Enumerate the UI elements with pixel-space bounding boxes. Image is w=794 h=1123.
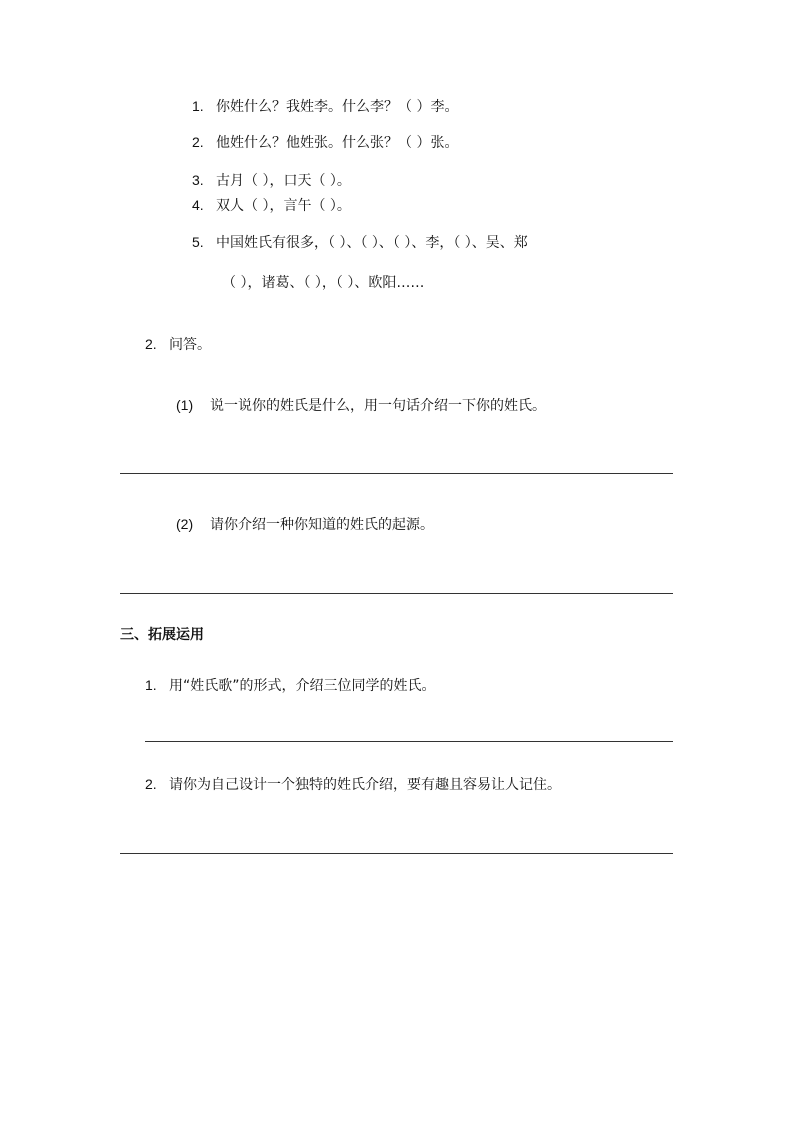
sub-number: (1) xyxy=(176,397,194,413)
extension-item-2 xyxy=(145,774,561,795)
extension-item-1 xyxy=(145,675,436,696)
fill-item-3 xyxy=(192,170,351,191)
qa-title: 问答。 xyxy=(169,337,211,353)
item-text: 中国姓氏有很多，（ ）、（ ）、（ ）、李，（ ）、吴、郑 xyxy=(216,235,528,251)
item-number: 4. xyxy=(192,197,204,213)
sub-text: 请你介绍一种你知道的姓氏的起源。 xyxy=(210,517,434,533)
fill-item-4 xyxy=(192,195,351,216)
item-number: 2. xyxy=(145,776,157,792)
item-number: 1. xyxy=(192,98,204,114)
qa-subquestion-2 xyxy=(176,514,434,535)
item-text: 他姓什么？他姓张。什么张？（ ）张。 xyxy=(216,135,459,151)
answer-line[interactable] xyxy=(120,853,673,854)
item-number: 1. xyxy=(145,677,157,693)
item-number: 2. xyxy=(192,134,204,150)
section-title: 三、拓展运用 xyxy=(120,627,204,643)
fill-item-2 xyxy=(192,132,458,153)
qa-subquestion-1 xyxy=(176,395,546,416)
item-text: 双人（ ），言午（ ）。 xyxy=(216,198,351,214)
answer-line[interactable] xyxy=(120,593,673,594)
fill-item-1 xyxy=(192,96,458,117)
fill-item-5 xyxy=(192,232,528,253)
item-text: 请你为自己设计一个独特的姓氏介绍，要有趣且容易让人记住。 xyxy=(169,777,561,793)
fill-item-5-continuation: （ ），诸葛、（ ），（ ）、欧阳…… xyxy=(222,275,425,291)
item-text: 古月（ ），口天（ ）。 xyxy=(216,173,351,189)
sub-text: 说一说你的姓氏是什么，用一句话介绍一下你的姓氏。 xyxy=(210,398,546,414)
qa-number: 2. xyxy=(145,336,157,352)
item-text: 用“姓氏歌”的形式，介绍三位同学的姓氏。 xyxy=(169,678,436,694)
item-text: 你姓什么？我姓李。什么李？（ ）李。 xyxy=(216,99,459,115)
qa-heading xyxy=(145,334,211,355)
sub-number: (2) xyxy=(176,516,194,532)
answer-line[interactable] xyxy=(120,473,673,474)
item-number: 5. xyxy=(192,234,204,250)
answer-line[interactable] xyxy=(145,741,673,742)
item-number: 3. xyxy=(192,172,204,188)
